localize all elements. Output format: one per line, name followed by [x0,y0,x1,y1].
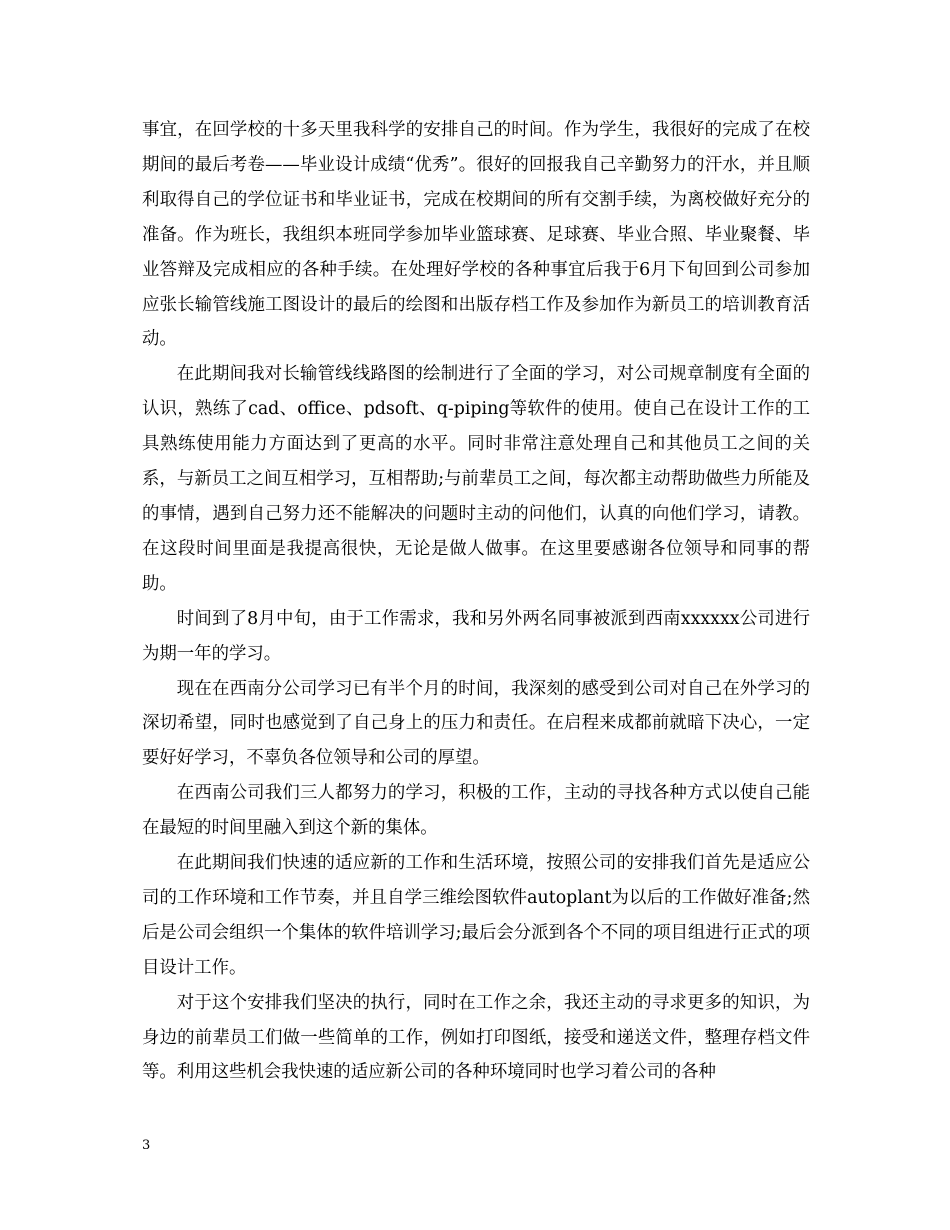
paragraph-2: 在此期间我对长输管线线路图的绘制进行了全面的学习，对公司规章制度有全面的认识，熟练了cad、office、pdsoft、q-piping等软件的使用。使自己在设计工作的工具熟练使用能力方面达到了更高的水平。同时非常注意处理自己和其他员工之间的关系，与新员工之间互相学习，互相帮助;与前辈员工之间，每次都主动帮助做些力所能及的事情，遇到自己努力还不能解决的问题时主动的问他们，认真的向他们学习，请教。在这段时间里面是我提高很快，无论是做人做事。在这里要感谢各位领导和同事的帮助。 [142,364,810,594]
paragraph-5: 在西南公司我们三人都努力的学习，积极的工作，主动的寻找各种方式以使自己能在最短的时间里融入到这个新的集体。 [142,783,810,839]
paragraph-3: 时间到了8月中旬，由于工作需求，我和另外两名同事被派到西南xxxxxx公司进行为期一年的学习。 [142,608,810,664]
paragraph-1: 事宜，在回学校的十多天里我科学的安排自己的时间。作为学生，我很好的完成了在校期间的最后考卷——毕业设计成绩“优秀”。很好的回报我自己辛勤努力的汗水，并且顺利取得自己的学位证书和毕业证书，完成在校期间的所有交割手续，为离校做好充分的准备。作为班长，我组织本班同学参加毕业篮球赛、足球赛、毕业合照、毕业聚餐、毕业答辩及完成相应的各种手续。在处理好学校的各种事宜后我于6月下旬回到公司参加应张长输管线施工图设计的最后的绘图和出版存档工作及参加作为新员工的培训教育活动。 [142,120,810,350]
paragraph-7: 对于这个安排我们坚决的执行，同时在工作之余，我还主动的寻求更多的知识，为身边的前辈员工们做一些简单的工作，例如打印图纸，接受和递送文件，整理存档文件等。利用这些机会我快速的适应新公司的各种环境同时也学习着公司的各种 [142,992,810,1083]
paragraph-4: 现在在西南分公司学习已有半个月的时间，我深刻的感受到公司对自己在外学习的深切希望，同时也感觉到了自己身上的压力和责任。在启程来成都前就暗下决心，一定要好好学习，不辜负各位领导和公司的厚望。 [142,678,810,769]
page-number: 3 [142,1138,151,1153]
paragraph-6: 在此期间我们快速的适应新的工作和生活环境，按照公司的安排我们首先是适应公司的工作环境和工作节奏，并且自学三维绘图软件autoplant为以后的工作做好准备;然后是公司会组织一个集体的软件培训学习;最后会分派到各个不同的项目组进行正式的项目设计工作。 [142,853,810,978]
document-body [142,113,810,1090]
